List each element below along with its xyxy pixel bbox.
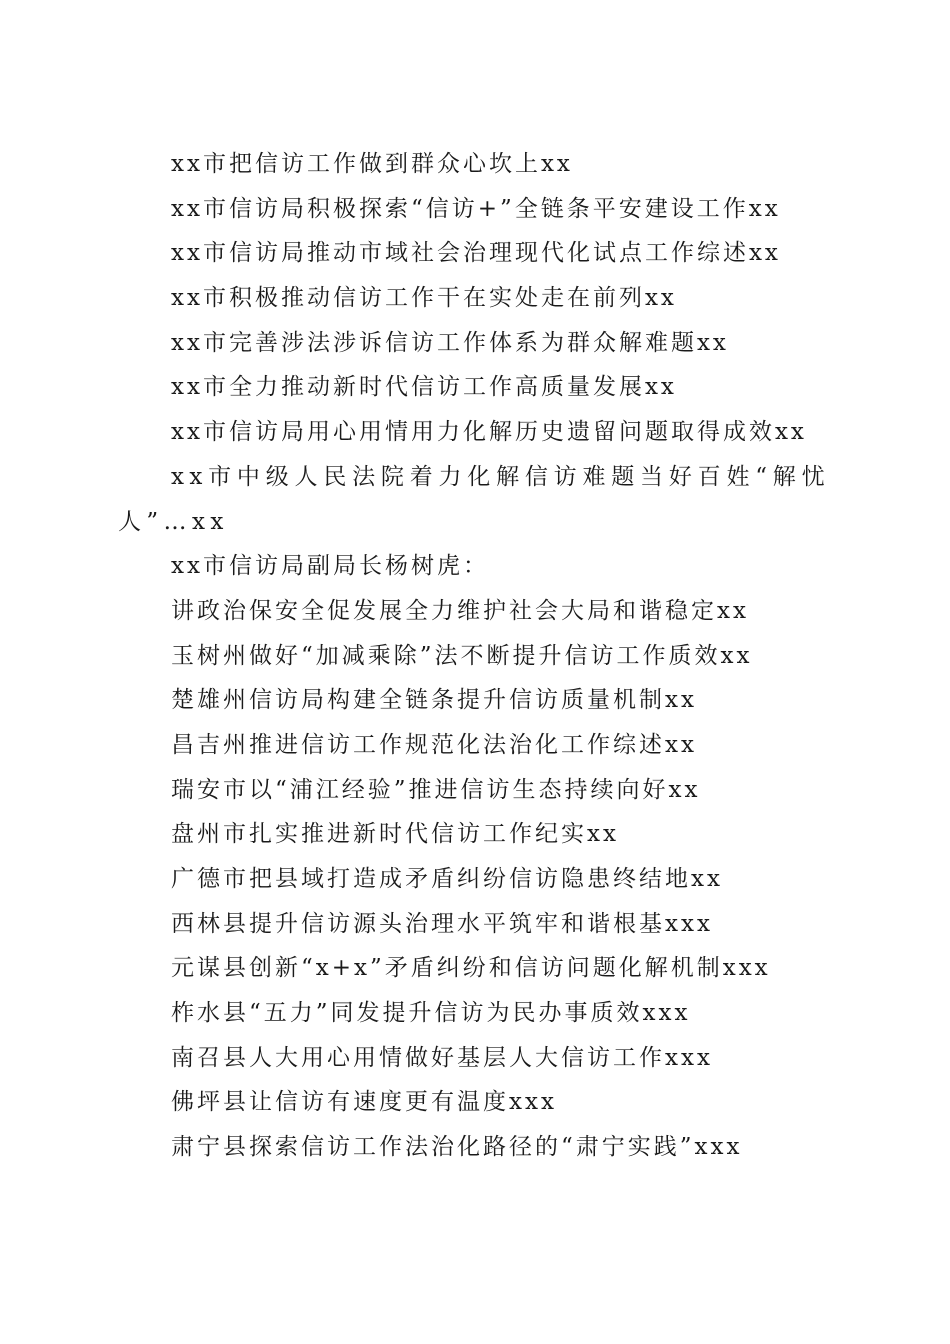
- list-item: 讲政治保安全促发展全力维护社会大局和谐稳定xx: [171, 597, 749, 624]
- list-item: xx市信访局推动市域社会治理现代化试点工作综述xx: [171, 240, 781, 267]
- list-item: 玉树州做好“加减乘除”法不断提升信访工作质效xx: [171, 642, 753, 669]
- list-item: 广德市把县域打造成矛盾纠纷信访隐患终结地xx: [171, 866, 723, 893]
- list-item: 瑞安市以“浦江经验”推进信访生态持续向好xx: [171, 776, 701, 803]
- list-item: xx市积极推动信访工作干在实处走在前列xx: [171, 285, 677, 312]
- list-item: 南召县人大用心用情做好基层人大信访工作xxx: [171, 1044, 713, 1071]
- list-item: 昌吉州推进信访工作规范化法治化工作综述xx: [171, 731, 697, 758]
- list-item: xx市把信访工作做到群众心坎上xx: [171, 151, 573, 177]
- list-item: xx市信访局用心用情用力化解历史遗留问题取得成效xx: [171, 419, 807, 446]
- list-item: 肃宁县探索信访工作法治化路径的“肃宁实践”xxx: [171, 1134, 743, 1161]
- article-list: [118, 142, 830, 1170]
- list-item: xx市信访局积极探索“信访+”全链条平安建设工作xx: [171, 195, 781, 222]
- list-item: xx市信访局副局长杨树虎：: [171, 553, 489, 580]
- list-item: 佛坪县让信访有速度更有温度xxx: [171, 1089, 557, 1116]
- list-item: 西林县提升信访源头治理水平筑牢和谐根基xxx: [171, 910, 713, 937]
- list-item: 柞水县“五力”同发提升信访为民办事质效xxx: [171, 1000, 691, 1027]
- list-item: 元谋县创新“x+x”矛盾纠纷和信访问题化解机制xxx: [171, 955, 771, 982]
- list-item: 盘州市扎实推进新时代信访工作纪实xx: [171, 821, 619, 848]
- list-item: xx市全力推动新时代信访工作高质量发展xx: [171, 374, 677, 401]
- list-item: xx市中级人民法院着力化解信访难题当好百姓“解忧人”…xx: [118, 463, 830, 535]
- list-item: 楚雄州信访局构建全链条提升信访质量机制xx: [171, 687, 697, 714]
- list-item: xx市完善涉法涉诉信访工作体系为群众解难题xx: [171, 329, 729, 356]
